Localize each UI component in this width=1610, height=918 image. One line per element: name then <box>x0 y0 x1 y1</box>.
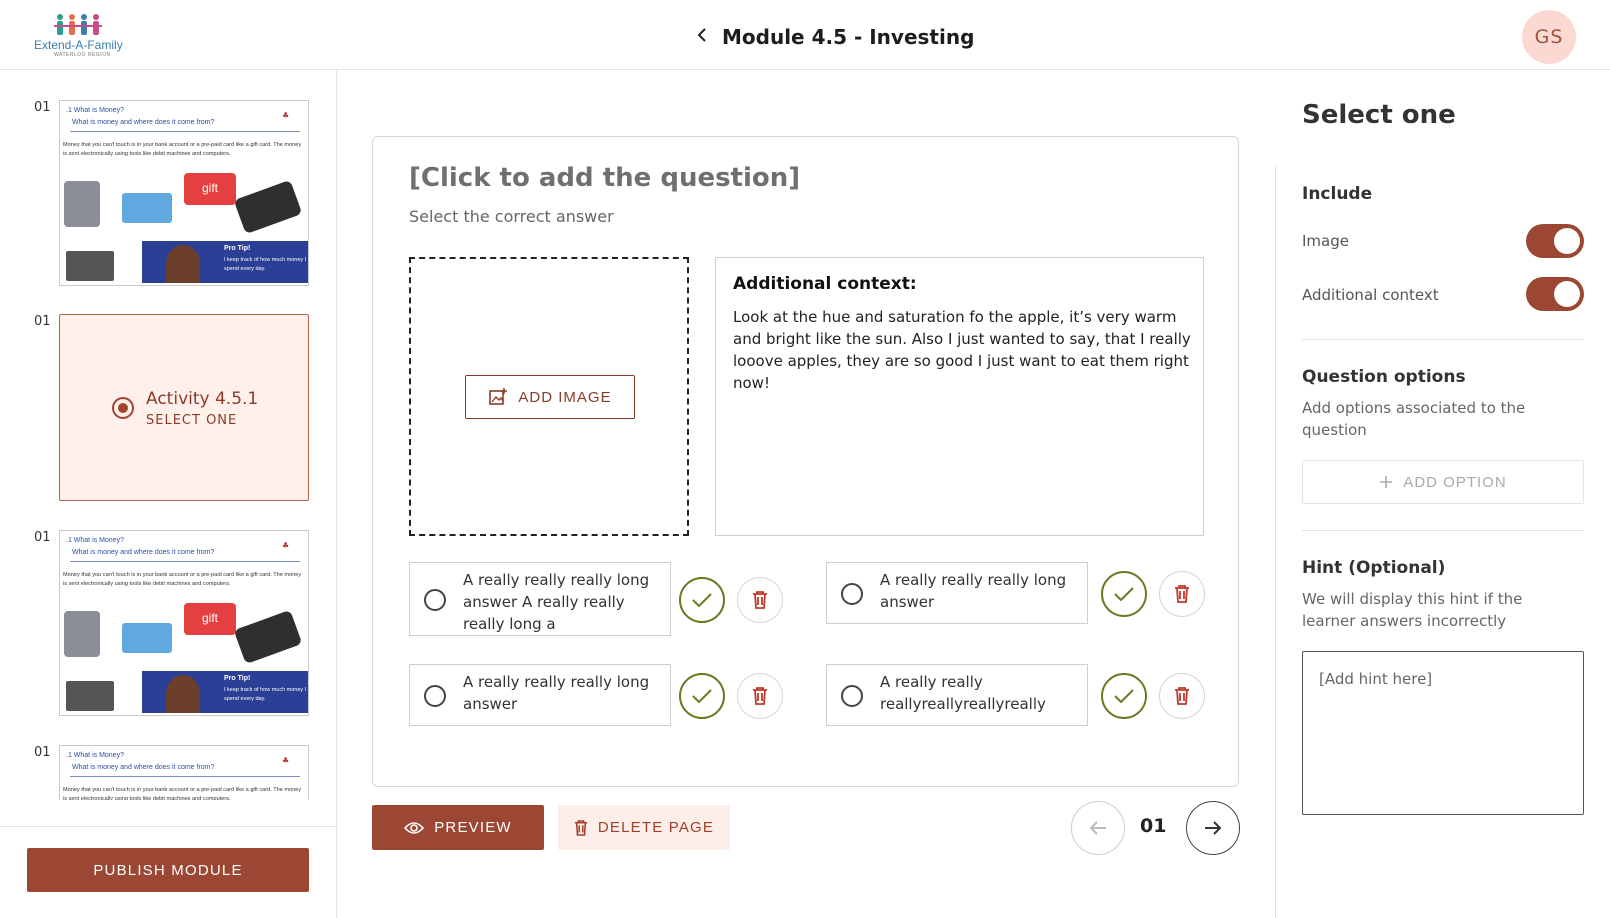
module-title-bar <box>696 22 974 52</box>
trash-icon <box>752 686 768 706</box>
debit-terminal-image <box>234 180 303 234</box>
pro-tip-body: I keep track of how much money I spend every day. <box>224 257 307 272</box>
page-number: 01 <box>34 314 51 329</box>
option-radio[interactable] <box>424 589 446 611</box>
delete-page-label: DELETE PAGE <box>597 819 715 836</box>
option-text[interactable]: A really really really long answer A really really really long a <box>463 571 650 633</box>
radio-selected-icon <box>112 397 134 419</box>
slide-logo-icon: ♣ <box>282 541 290 550</box>
trash-icon <box>752 590 768 610</box>
page-thumbnail-list[interactable] <box>0 70 337 800</box>
mark-correct-button[interactable] <box>679 577 725 623</box>
slide-thumbnail[interactable] <box>59 530 309 716</box>
slide-heading: .1 What is Money? <box>66 752 124 759</box>
gift-card-image: gift <box>184 173 236 205</box>
slide-body: Money that you can't touch is in your bank account or a pre-paid card like a gift card. The money is sent electronically using tools like debit machines and computers. <box>63 572 302 587</box>
trash-icon <box>574 819 588 837</box>
check-icon <box>691 591 713 609</box>
question-input[interactable]: [Click to add the question] <box>409 163 801 193</box>
slide-divider <box>70 131 300 132</box>
slide-thumbnail[interactable] <box>59 745 309 800</box>
settings-divider <box>1302 530 1584 531</box>
activity-type: SELECT ONE <box>146 413 238 428</box>
question-options-heading: Question options <box>1302 367 1466 387</box>
include-heading: Include <box>1302 184 1373 204</box>
instruction-text: Select the correct answer <box>409 207 614 226</box>
activity-title: Activity 4.5.1 <box>146 389 259 409</box>
slide-divider <box>70 561 300 562</box>
question-options-description: Add options associated to the question <box>1302 399 1526 439</box>
laptop-image <box>66 681 114 711</box>
option-box[interactable] <box>409 664 671 726</box>
option-text[interactable]: A really really really long answer <box>463 673 650 713</box>
option-text[interactable]: A really really really long answer <box>880 571 1067 611</box>
preview-label: PREVIEW <box>434 819 512 836</box>
settings-title: Select one <box>1302 100 1456 130</box>
slide-body: Money that you can't touch is in your bank account or a pre-paid card like a gift card. The money is sent electronically using tools like debit machines and computers. <box>63 142 302 157</box>
trash-icon <box>1174 584 1190 604</box>
phone-image <box>64 611 100 657</box>
check-icon <box>691 687 713 705</box>
debit-terminal-image <box>234 610 303 664</box>
mark-correct-button[interactable] <box>1101 673 1147 719</box>
slide-heading: .1 What is Money? <box>66 537 124 544</box>
mark-correct-button[interactable] <box>1101 571 1147 617</box>
add-image-label: ADD IMAGE <box>518 388 612 406</box>
pro-tip-title: Pro Tip! <box>224 675 251 682</box>
check-icon <box>1113 585 1135 603</box>
delete-option-button[interactable] <box>1159 571 1205 617</box>
page-number: 01 <box>34 100 51 115</box>
plus-icon <box>1379 475 1393 489</box>
page-number: 01 <box>34 745 51 760</box>
check-icon <box>1113 687 1135 705</box>
mark-correct-button[interactable] <box>679 673 725 719</box>
image-toggle-label: Image <box>1302 232 1349 250</box>
settings-panel-divider <box>1275 165 1276 918</box>
page-sidebar <box>0 70 337 918</box>
delete-option-button[interactable] <box>737 577 783 623</box>
option-box[interactable] <box>826 562 1088 624</box>
slide-divider <box>70 776 300 777</box>
phone-image <box>64 181 100 227</box>
delete-option-button[interactable] <box>1159 673 1205 719</box>
add-option-button[interactable] <box>1302 460 1584 504</box>
option-radio[interactable] <box>424 685 446 707</box>
next-page-button[interactable] <box>1186 801 1240 855</box>
previous-page-button[interactable] <box>1071 801 1125 855</box>
person-image <box>166 245 200 283</box>
option-text[interactable]: A really really reallyreallyreallyreally <box>880 673 1046 713</box>
sidebar-divider <box>0 826 337 827</box>
option-radio[interactable] <box>841 583 863 605</box>
eye-icon <box>404 821 424 835</box>
arrow-right-icon <box>1203 820 1223 836</box>
activity-thumbnail[interactable] <box>59 314 309 501</box>
settings-divider <box>1302 339 1584 340</box>
hint-input[interactable] <box>1302 651 1584 815</box>
publish-module-button[interactable]: PUBLISH MODULE <box>27 848 309 892</box>
logo-subtitle: WATERLOO REGION <box>54 52 111 58</box>
trash-icon <box>1174 686 1190 706</box>
context-toggle-label: Additional context <box>1302 286 1439 304</box>
slide-subheading: What is money and where does it come from? <box>72 764 215 771</box>
add-image-icon <box>488 387 508 407</box>
option-radio[interactable] <box>841 685 863 707</box>
additional-context-box[interactable] <box>715 257 1204 536</box>
top-bar <box>0 0 1610 70</box>
add-option-label: ADD OPTION <box>1403 473 1507 491</box>
add-image-button[interactable] <box>465 375 635 419</box>
arrow-left-icon <box>1088 820 1108 836</box>
slide-logo-icon: ♣ <box>282 111 290 120</box>
slide-subheading: What is money and where does it come from? <box>72 549 215 556</box>
image-dropzone[interactable] <box>409 257 689 536</box>
slide-subheading: What is money and where does it come from? <box>72 119 215 126</box>
slide-thumbnail[interactable] <box>59 100 309 286</box>
slide-heading: .1 What is Money? <box>66 107 124 114</box>
option-box[interactable] <box>826 664 1088 726</box>
user-avatar[interactable]: GS <box>1522 10 1576 64</box>
question-editor-card <box>372 136 1239 787</box>
answer-option <box>826 562 1088 636</box>
option-box[interactable] <box>409 562 671 636</box>
hint-heading: Hint (Optional) <box>1302 558 1446 578</box>
back-chevron-icon[interactable] <box>696 27 708 48</box>
pro-tip-body: I keep track of how much money I spend every day. <box>224 687 307 702</box>
image-toggle[interactable] <box>1526 224 1584 258</box>
logo-text: Extend-A-Family <box>34 38 123 52</box>
delete-option-button[interactable] <box>737 673 783 719</box>
context-text[interactable]: Look at the hue and saturation fo the apple, it’s very warm and bright like the sun. Also I just wanted to say, that I really looove apples, they are so good I just want to eat them right now! <box>733 308 1191 392</box>
context-toggle[interactable] <box>1526 277 1584 311</box>
pro-tip-banner <box>142 241 308 283</box>
hint-description: We will display this hint if the learner answers incorrectly <box>1302 590 1523 630</box>
bank-card-image <box>122 193 172 223</box>
answer-option <box>409 664 671 738</box>
preview-button[interactable] <box>372 805 544 850</box>
delete-page-button[interactable] <box>558 805 730 850</box>
pro-tip-banner <box>142 671 308 713</box>
answer-option <box>409 562 789 636</box>
slide-body: Money that you can't touch is in your bank account or a pre-paid card like a gift card. The money is sent electronically using tools like debit machines and computers. <box>63 787 302 800</box>
page-number: 01 <box>34 530 51 545</box>
bank-card-image <box>122 623 172 653</box>
answer-option <box>826 664 1088 738</box>
page-title: Module 4.5 - Investing <box>722 25 975 49</box>
laptop-image <box>66 251 114 281</box>
pro-tip-title: Pro Tip! <box>224 245 251 252</box>
context-title: Additional context: <box>733 274 917 294</box>
page-number-indicator: 01 <box>1140 815 1167 837</box>
slide-logo-icon: ♣ <box>282 756 290 765</box>
person-image <box>166 675 200 713</box>
gift-card-image: gift <box>184 603 236 635</box>
